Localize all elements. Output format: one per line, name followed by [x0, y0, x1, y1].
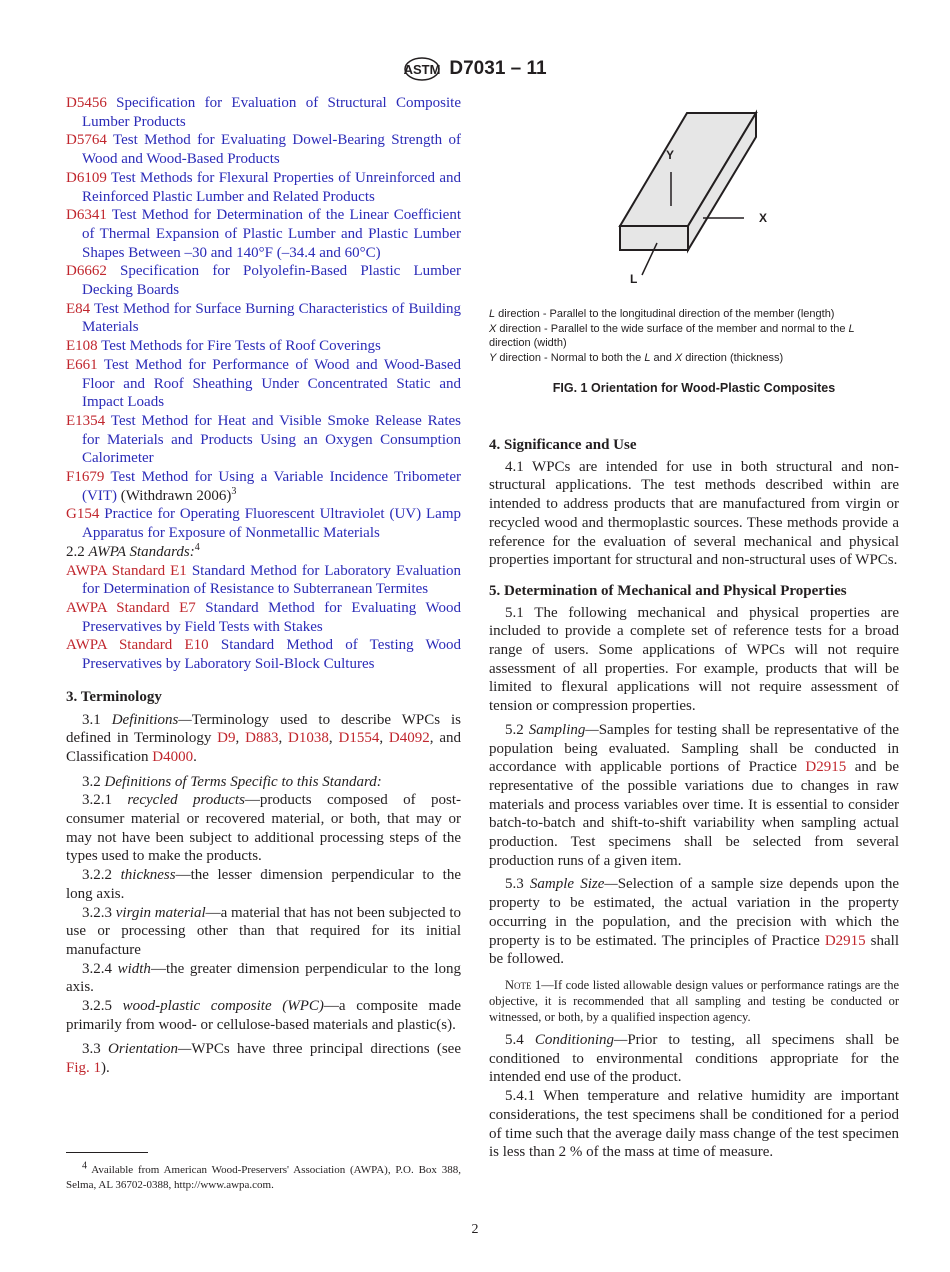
- caption-line: [489, 351, 899, 366]
- reference-id-link[interactable]: D6341: [66, 207, 107, 224]
- reference-title-link[interactable]: Test Methods for Fire Tests of Roof Coverings: [101, 338, 381, 355]
- reference-item: [66, 206, 461, 262]
- footnote: [66, 1160, 461, 1193]
- paragraph-5-2: [489, 721, 899, 871]
- term: recycled products: [127, 792, 245, 809]
- section-title: 3. Terminology: [66, 688, 162, 705]
- text: Terminology used to describe WPCs is defined in Terminology: [66, 711, 462, 747]
- note-1: [489, 977, 899, 1025]
- paragraph-5-4: [489, 1031, 899, 1087]
- paragraph-5-3: [489, 875, 899, 969]
- reference-item: [66, 337, 461, 356]
- section-number: 2.2: [66, 543, 85, 560]
- reference-title-link[interactable]: Test Method for Evaluating Dowel-Bearing Strength of Wood and Wood-Based Products: [82, 132, 461, 168]
- text: —a material that has not been subjected to use or processing other than that required for its initial manufacture: [66, 904, 461, 958]
- term: virgin material: [115, 904, 206, 921]
- text: WPCs have three principal directions (see: [191, 1041, 462, 1058]
- reference-id-link[interactable]: D6109: [66, 169, 107, 186]
- text: shall be followed.: [489, 932, 899, 968]
- text: , and Classification: [66, 730, 462, 765]
- num: 5.3: [505, 876, 524, 893]
- figure-link[interactable]: Fig. 1: [66, 1060, 102, 1077]
- text: Samples for testing shall be representative of the population being evaluated. Sampling shall be conducted in accordance with applicable portions of Practice: [489, 721, 899, 776]
- left-column: [66, 94, 461, 1078]
- caption-line: [489, 307, 899, 322]
- definition: [66, 904, 461, 960]
- ref-link[interactable]: D4000: [152, 748, 194, 765]
- reference-id-link[interactable]: E1354: [66, 412, 106, 429]
- ref-link[interactable]: D1554: [338, 730, 380, 747]
- ref-link[interactable]: D2915: [805, 759, 847, 776]
- reference-id-link[interactable]: E108: [66, 338, 98, 355]
- term: thickness: [120, 867, 176, 884]
- paragraph-3-2: [66, 773, 461, 792]
- reference-list: [66, 94, 461, 543]
- reference-id-link[interactable]: D6662: [66, 263, 107, 280]
- reference-item: [66, 599, 461, 636]
- reference-item: [66, 562, 461, 599]
- term: wood-plastic composite (WPC): [122, 998, 324, 1015]
- note-text: —If code listed allowable design values or performance ratings are the objective, it is recommended that all sampling and testing be conducted or witnessed, or both, by a qualified inspection agency.: [489, 977, 900, 1024]
- text: direction - Parallel to the wide surface of the member and normal to the: [496, 322, 849, 335]
- ref-link[interactable]: D9: [217, 730, 236, 747]
- reference-id-link[interactable]: E661: [66, 356, 98, 373]
- num: 3.1: [82, 711, 101, 728]
- section-title: 4. Significance and Use: [489, 437, 637, 453]
- reference-id-link[interactable]: G154: [66, 506, 100, 523]
- num: 3.2.5: [82, 998, 112, 1015]
- wood-plastic-board-diagram: [489, 100, 899, 300]
- reference-title-link[interactable]: Specification for Evaluation of Structural Composite Lumber Products: [82, 95, 462, 130]
- x-label: X: [759, 211, 768, 225]
- text: Prior to testing, all specimens shall be conditioned to environmental conditions appropriate for the intended end use of the product.: [489, 1031, 900, 1086]
- paragraph-5-1: 5.1 The following mechanical and physical properties are included to provide a complete set of reference tests for a broad range of users. Some applications of WPCs will not require assessment of all properties. For example, products that will be limited to flexural applications will not require assessment of tension or compression properties.: [489, 604, 899, 715]
- awpa-heading: [66, 543, 461, 562]
- paragraph-4-1: 4.1 WPCs are intended for use in both structural and non-structural applications. The test methods described within are intended to address products that are manufactured from virgin or recycled wood and thermoplastic sources. These methods provide a reference for the evaluation of several mechanical and physical properties important for structural and non-structural uses of WPCs.: [489, 458, 899, 569]
- text: —products composed of post-consumer material or recovered material, or both, that may or may not have been subject to additional processing steps of the types used to make the products.: [66, 792, 461, 865]
- reference-item: [66, 356, 461, 412]
- dir: X: [489, 322, 497, 335]
- text: Selection of a sample size depends upon the property to be estimated, the actual variation in the property occurring in the population, and the precision with which the property is to be estimated. The principles of Practice: [489, 876, 899, 949]
- text: —the greater dimension perpendicular to the long axis.: [66, 960, 462, 996]
- figure-title: FIG. 1 Orientation for Wood-Plastic Composites: [552, 381, 836, 395]
- term: Sample Size—: [529, 876, 618, 893]
- reference-item: [66, 636, 461, 673]
- paragraph-3-3: [66, 1040, 461, 1077]
- text: direction (thickness): [682, 351, 784, 364]
- reference-item: [66, 412, 461, 468]
- paragraph-5-4-1: 5.4.1 When temperature and relative humidity are important considerations, the test specimens shall be conditioned for a period of time such that the average daily mass change of the test specimen is less than 2 % of the mass at time of measure.: [489, 1088, 899, 1161]
- ref-link[interactable]: D4092: [388, 730, 430, 747]
- reference-id-link[interactable]: AWPA Standard E7: [66, 599, 196, 616]
- reference-title-link[interactable]: Standard Method for Laboratory Evaluation for Determination of Resistance to Subterranean Termites: [82, 562, 462, 598]
- term: Orientation—: [108, 1041, 192, 1058]
- num: 3.2.3: [82, 904, 112, 921]
- term: Sampling—: [528, 721, 599, 738]
- footnote-text: Available from American Wood-Preservers' Association (AWPA), P.O. Box 388, Selma, AL 36702-0388, http://www.awpa.com.: [66, 1164, 461, 1191]
- dir: L: [489, 308, 496, 320]
- text: and be representative of the possible variations due to changes in raw materials and process variables over time. It is essential to consider batch-to-batch and shift-to-shift variability when sampling actual production. Test specimens shall be selected from several production runs of a given item.: [489, 759, 899, 869]
- footnote-rule: [66, 1152, 148, 1153]
- definition: [66, 997, 461, 1034]
- reference-id-link[interactable]: E84: [66, 300, 91, 317]
- l-label: L: [630, 272, 638, 286]
- astm-logo-icon: [403, 56, 441, 82]
- ref-link[interactable]: D883: [245, 730, 279, 747]
- definition: [66, 960, 461, 997]
- reference-id-link[interactable]: AWPA Standard E10: [66, 637, 209, 654]
- reference-item: [66, 505, 461, 542]
- reference-title-link[interactable]: Test Method for Determination of the Linear Coefficient of Thermal Expansion of Plastic Lumber and Plastic Lumber Shapes Between –30 and 140°F (–34.4 and 60°C): [82, 207, 462, 261]
- dir: L: [644, 351, 651, 364]
- num: 3.2.1: [82, 792, 112, 809]
- term: width: [117, 960, 151, 977]
- text: —the lesser dimension perpendicular to the long axis.: [66, 867, 461, 902]
- footnote-ref: 4: [194, 541, 200, 553]
- reference-item: [66, 94, 461, 131]
- reference-id-link[interactable]: F1679: [66, 469, 105, 486]
- section-title: 5. Determination of Mechanical and Physical Properties: [489, 582, 847, 599]
- reference-title-link[interactable]: Test Method for Surface Burning Characteristics of Building Materials: [82, 300, 461, 336]
- reference-title-link[interactable]: Test Methods for Flexural Properties of Unreinforced and Reinforced Plastic Lumber and Related Products: [82, 169, 462, 205]
- text: —a composite made primarily from wood- or cellulose-based materials and plastic(s).: [66, 998, 462, 1033]
- num: 3.2.2: [82, 867, 112, 884]
- paragraph-3-1: 3.1 Definitions—Terminology used to describe WPCs is defined in Terminology D9, D883, D1038, D1554, D4092, and Classification D4000.: [66, 711, 462, 765]
- dir: L: [848, 322, 855, 335]
- note-label: Note 1: [505, 977, 542, 992]
- reference-note: (Withdrawn 2006): [116, 487, 232, 504]
- dir: X: [674, 351, 683, 364]
- dir: Y: [489, 351, 497, 364]
- reference-item: [66, 262, 461, 299]
- reference-title-link[interactable]: Specification for Polyolefin-Based Plastic Lumber Decking Boards: [82, 263, 462, 299]
- svg-text:ASTM: ASTM: [403, 62, 441, 77]
- right-column: [489, 94, 899, 1162]
- reference-item: [66, 131, 461, 168]
- reference-id-link[interactable]: D5764: [66, 132, 107, 149]
- footnote-marker: 4: [82, 1160, 87, 1172]
- definition: [66, 866, 461, 903]
- num: 3.2: [82, 773, 101, 790]
- text: and: [650, 351, 675, 364]
- text: direction - Normal to both the: [496, 351, 645, 364]
- definitions: [66, 791, 461, 1034]
- figure-1: [489, 94, 899, 399]
- reference-title-link[interactable]: Test Method for Heat and Visible Smoke Release Rates for Materials and Products Using an Oxygen Consumption Calorimeter: [82, 412, 461, 467]
- ref-link[interactable]: D1038: [288, 730, 329, 747]
- page-header: [0, 56, 950, 82]
- page-number: 2: [471, 1222, 479, 1237]
- reference-title-link[interactable]: Practice for Operating Fluorescent Ultraviolet (UV) Lamp Apparatus for Exposure of Nonmetallic Materials: [82, 506, 461, 542]
- reference-title-link[interactable]: Standard Method for Evaluating Wood Preservatives by Field Tests with Stakes: [82, 599, 461, 635]
- definition: [66, 791, 461, 866]
- term: Definitions of Terms Specific to this Standard:: [104, 773, 382, 790]
- reference-id-link[interactable]: AWPA Standard E1: [66, 562, 187, 579]
- reference-id-link[interactable]: D5456: [66, 95, 107, 111]
- text: ).: [101, 1060, 110, 1077]
- num: 5.2: [505, 721, 524, 738]
- reference-item: [66, 300, 461, 337]
- reference-item: [66, 468, 461, 505]
- num: 3.3: [82, 1041, 101, 1058]
- reference-title-link[interactable]: Test Method for Using a Variable Incidence Tribometer (VIT): [82, 469, 462, 504]
- num: 5.4: [505, 1031, 524, 1048]
- text: direction - Parallel to the longitudinal direction of the member (length): [495, 308, 835, 320]
- y-label: Y: [666, 148, 675, 162]
- designation: D7031 – 11: [449, 58, 547, 79]
- awpa-reference-list: [66, 562, 461, 674]
- ref-link[interactable]: D2915: [824, 932, 866, 949]
- term: Conditioning—: [534, 1031, 628, 1048]
- text: .: [193, 748, 197, 765]
- heading-text: AWPA Standards:: [88, 543, 195, 560]
- caption-line: [489, 322, 899, 351]
- num: 3.2.4: [82, 960, 112, 977]
- figure-caption: [489, 307, 899, 398]
- reference-title-link[interactable]: Test Method for Performance of Wood and Wood-Based Floor and Roof Sheathing Under Concentrated Static and Impact Loads: [82, 356, 462, 411]
- reference-title-link[interactable]: Standard Method of Testing Wood Preservatives by Laboratory Soil-Block Cultures: [82, 637, 462, 673]
- term: Definitions—: [111, 711, 192, 728]
- text: direction (width): [489, 337, 567, 349]
- footnote-ref: 3: [231, 485, 237, 497]
- reference-item: [66, 169, 461, 206]
